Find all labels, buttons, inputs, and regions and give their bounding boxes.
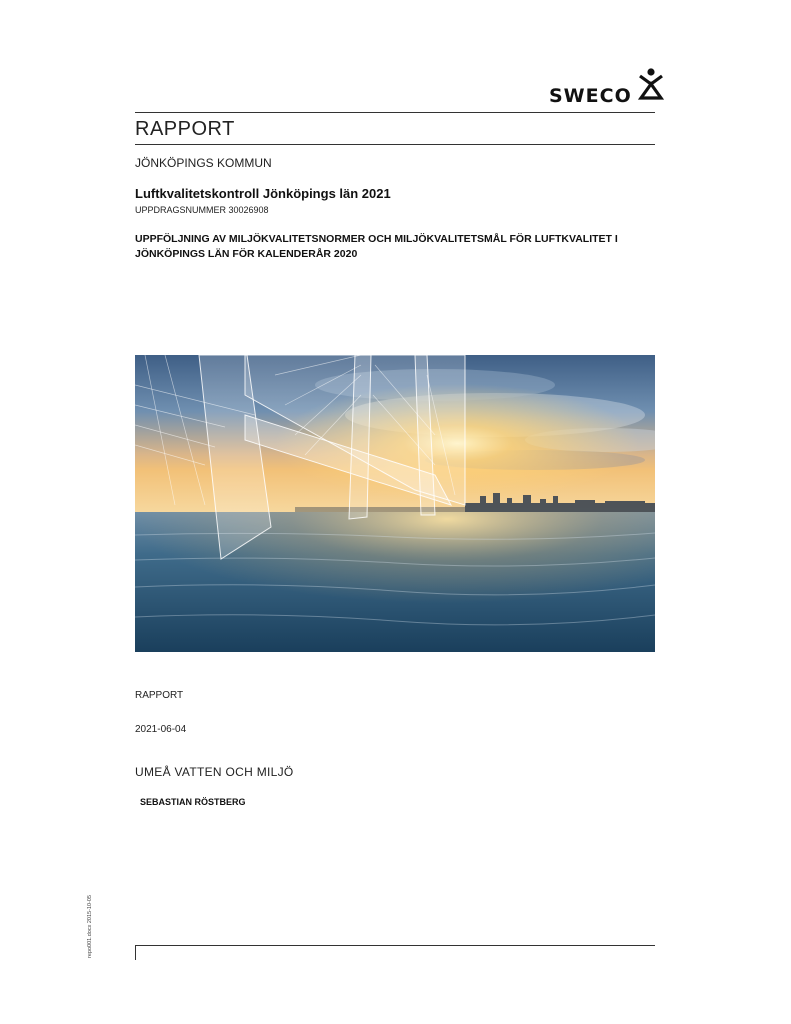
- logo-text: SWECO: [549, 85, 632, 107]
- top-divider: [135, 112, 655, 113]
- template-code: repo001.docx 2015-10-05: [87, 895, 93, 958]
- document-type: RAPPORT: [135, 690, 184, 701]
- report-subtitle: [135, 232, 655, 262]
- office-name: UMEÅ VATTEN OCH MILJÖ: [135, 765, 294, 779]
- project-title: Luftkvalitetskontroll Jönköpings län 2021: [135, 186, 391, 201]
- footer-tick: [135, 945, 136, 960]
- sweco-figure-icon: [638, 67, 664, 106]
- subtitle-line-2: JÖNKÖPINGS LÄN FÖR KALENDERÅR 2020: [135, 248, 358, 260]
- footer-divider: [135, 945, 655, 946]
- sweco-logo: [549, 72, 664, 106]
- cover-image: [135, 355, 655, 652]
- assignment-number: UPPDRAGSNUMMER 30026908: [135, 205, 269, 215]
- client-name: JÖNKÖPINGS KOMMUN: [135, 156, 272, 170]
- report-heading: RAPPORT: [135, 118, 235, 140]
- document-date: 2021-06-04: [135, 724, 187, 735]
- heading-divider: [135, 144, 655, 145]
- author-name: SEBASTIAN RÖSTBERG: [140, 797, 246, 807]
- subtitle-line-1: UPPFÖLJNING AV MILJÖKVALITETSNORMER OCH MILJÖKVALITETSMÅL FÖR LUFTKVALITET I: [135, 233, 618, 245]
